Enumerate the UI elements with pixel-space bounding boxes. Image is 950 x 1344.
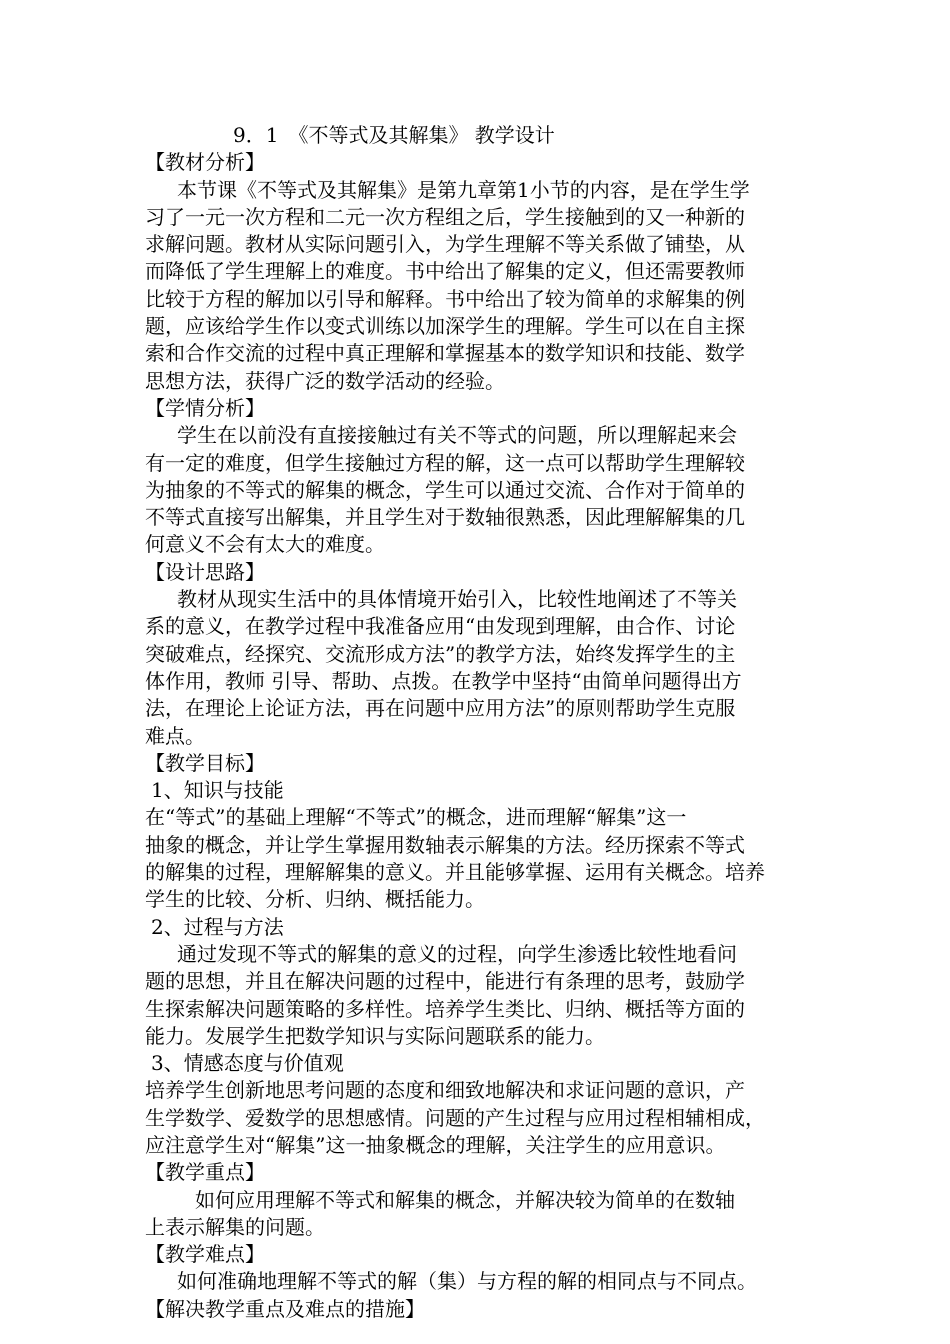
paragraph-line: 通过发现不等式的解集的意义的过程，向学生渗透比较性地看问: [177, 941, 737, 966]
subheading-attitude-values: 3、情感态度与价值观: [151, 1051, 344, 1076]
paragraph-line: 学生的比较、分析、归纳、概括能力。: [145, 887, 485, 912]
paragraph-line: 应注意学生对“解集”这一抽象概念的理解，关注学生的应用意识。: [145, 1132, 726, 1157]
paragraph-line: 法，在理论上论证方法，再在问题中应用方法”的原则帮助学生克服: [145, 696, 736, 721]
section-heading-teaching-goals: 【教学目标】: [145, 750, 265, 775]
paragraph-line: 抽象的概念，并让学生掌握用数轴表示解集的方法。经历探索不等式: [145, 832, 745, 857]
paragraph-line: 本节课《不等式及其解集》是第九章第1小节的内容，是在学生学: [177, 177, 750, 202]
paragraph-line: 培养学生创新地思考问题的态度和细致地解决和求证问题的意识，产: [145, 1078, 745, 1103]
paragraph-line: 学生在以前没有直接接触过有关不等式的问题，所以理解起来会: [177, 423, 737, 448]
paragraph-line: 的解集的过程，理解解集的意义。并且能够掌握、运用有关概念。培养: [145, 860, 765, 885]
paragraph-line: 生探索解决问题策略的多样性。培养学生类比、归纳、概括等方面的: [145, 996, 745, 1021]
paragraph-line: 何意义不会有太大的难度。: [145, 532, 385, 557]
subheading-knowledge-skills: 1、知识与技能: [151, 778, 284, 803]
paragraph-line: 思想方法，获得广泛的数学活动的经验。: [145, 368, 505, 393]
paragraph-line: 题，应该给学生作以变式训练以加深学生的理解。学生可以在自主探: [145, 314, 745, 339]
document-title: 9．1 《不等式及其解集》 教学设计: [233, 123, 555, 147]
paragraph-line: 比较于方程的解加以引导和解释。书中给出了较为简单的求解集的例: [145, 286, 745, 311]
subheading-process-method: 2、过程与方法: [151, 914, 284, 939]
paragraph-line: 求解问题。教材从实际问题引入，为学生理解不等关系做了铺垫，从: [145, 232, 745, 257]
paragraph-line: 难点。: [145, 723, 205, 748]
section-heading-design-idea: 【设计思路】: [145, 559, 265, 584]
document-page: [145, 122, 815, 1323]
paragraph-line: 在“等式”的基础上理解“不等式”的概念，进而理解“解集”这一: [145, 805, 687, 830]
section-heading-measures: 【解决教学重点及难点的措施】: [145, 1296, 425, 1321]
section-heading-difficult-points: 【教学难点】: [145, 1242, 265, 1267]
paragraph-line: 上表示解集的问题。: [145, 1214, 325, 1239]
paragraph-line: 生学数学、爱数学的思想感情。问题的产生过程与应用过程相辅相成，: [145, 1105, 765, 1130]
section-heading-textbook-analysis: 【教材分析】: [145, 150, 265, 175]
paragraph-line: 索和合作交流的过程中真正理解和掌握基本的数学知识和技能、数学: [145, 341, 745, 366]
paragraph-line: 而降低了学生理解上的难度。书中给出了解集的定义，但还需要教师: [145, 259, 745, 284]
paragraph-line: 有一定的难度，但学生接触过方程的解，这一点可以帮助学生理解较: [145, 450, 745, 475]
paragraph-line: 能力。发展学生把数学知识与实际问题联系的能力。: [145, 1023, 605, 1048]
paragraph-line: 突破难点，经探究、交流形成方法”的教学方法，始终发挥学生的主: [145, 641, 736, 666]
paragraph-line: 如何准确地理解不等式的解（集）与方程的解的相同点与不同点。: [177, 1269, 757, 1294]
paragraph-line: 不等式直接写出解集，并且学生对于数轴很熟悉，因此理解解集的几: [145, 505, 745, 530]
paragraph-line: 为抽象的不等式的解集的概念，学生可以通过交流、合作对于简单的: [145, 477, 745, 502]
paragraph-line: 习了一元一次方程和二元一次方程组之后，学生接触到的又一种新的: [145, 204, 745, 229]
paragraph-line: 系的意义，在教学过程中我准备应用“由发现到理解，由合作、讨论: [145, 614, 736, 639]
paragraph-line: 教材从现实生活中的具体情境开始引入，比较性地阐述了不等关: [177, 587, 737, 612]
paragraph-line: 如何应用理解不等式和解集的概念，并解决较为简单的在数轴: [195, 1187, 735, 1212]
paragraph-line: 体作用，教师 引导、帮助、点拨。在教学中坚持“由简单问题得出方: [145, 668, 742, 693]
section-heading-student-analysis: 【学情分析】: [145, 395, 265, 420]
paragraph-line: 题的思想，并且在解决问题的过程中，能进行有条理的思考，鼓励学: [145, 969, 745, 994]
section-heading-key-points: 【教学重点】: [145, 1160, 265, 1185]
